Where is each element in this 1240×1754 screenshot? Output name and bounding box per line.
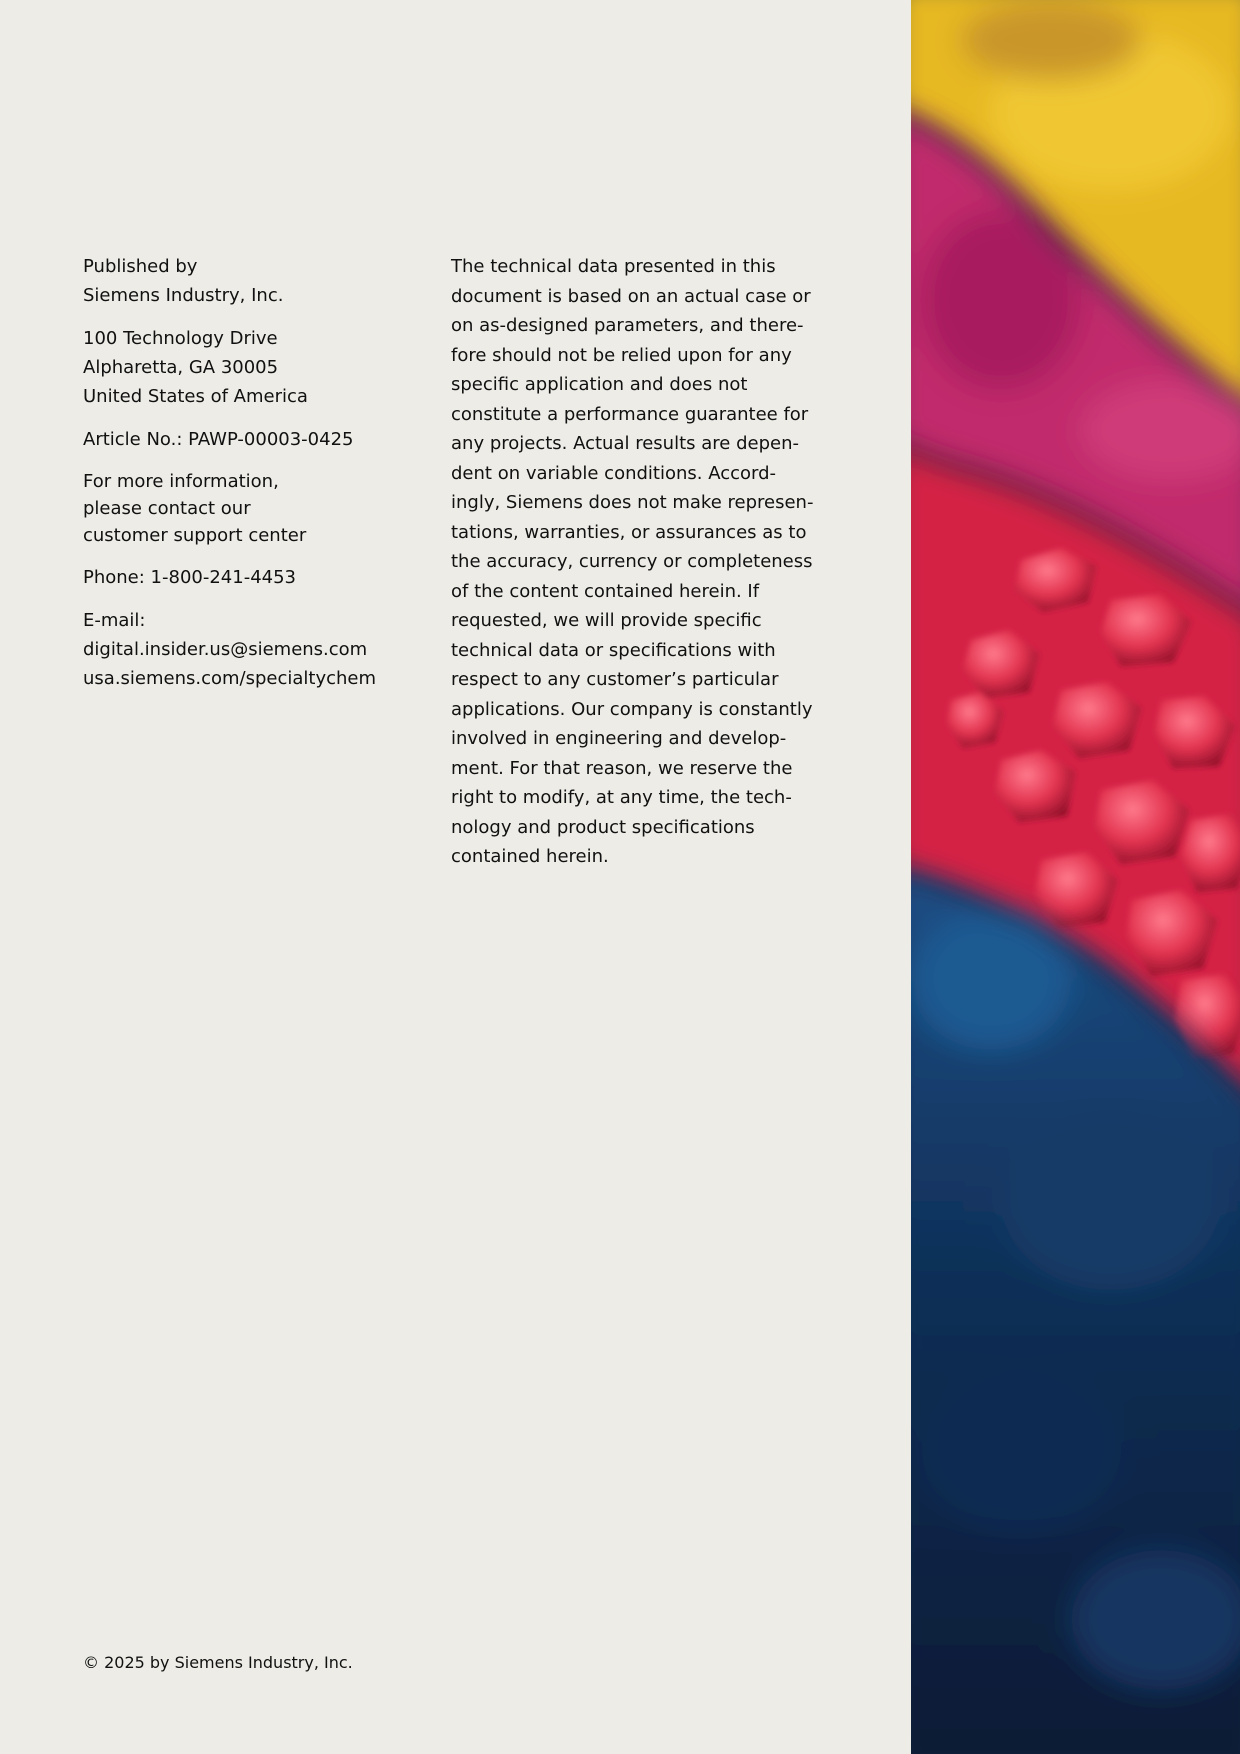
published-by-label: Published by (83, 256, 198, 277)
publisher-info (83, 252, 423, 693)
disclaimer-line: contained herein. (451, 846, 609, 867)
disclaimer-line: ingly, Siemens does not make represen- (451, 492, 814, 513)
contact-line-3: customer support center (83, 525, 307, 546)
disclaimer-line: of the content contained herein. If (451, 580, 760, 602)
company-name: Siemens Industry, Inc. (83, 285, 284, 306)
copyright: © 2025 by Siemens Industry, Inc. (83, 1653, 353, 1672)
pigment-photo (911, 0, 1240, 1754)
address-city: Alpharetta, GA 30005 (83, 357, 279, 378)
disclaimer-line: constitute a performance guarantee for (451, 403, 809, 425)
disclaimer-line: document is based on an actual case or (451, 285, 811, 307)
disclaimer-line: applications. Our company is constantly (451, 698, 813, 720)
disclaimer-line: nology and product specifications (451, 816, 755, 838)
address-street: 100 Technology Drive (83, 328, 278, 349)
contact-line-2: please contact our (83, 498, 251, 519)
disclaimer-line: involved in engineering and develop- (451, 728, 787, 749)
email-link[interactable]: E-mail: digital.insider.us@siemens.com (83, 610, 368, 660)
published-by (83, 252, 423, 310)
disclaimer-line: respect to any customer’s particular (451, 669, 779, 690)
article-number: Article No.: PAWP-00003-0425 (83, 429, 354, 450)
phone: Phone: 1-800-241-4453 (83, 567, 297, 588)
disclaimer-line: specific application and does not (451, 374, 748, 395)
contact-links (83, 606, 423, 693)
disclaimer-line: ment. For that reason, we reserve the (451, 757, 793, 779)
disclaimer-line: the accuracy, currency or completeness (451, 551, 813, 572)
disclaimer-line: any projects. Actual results are depen- (451, 433, 799, 454)
pigment-photo-illustration (911, 0, 1240, 1754)
disclaimer (451, 252, 814, 872)
contact-info (83, 468, 423, 549)
disclaimer-line: on as-designed parameters, and there- (451, 315, 804, 336)
disclaimer-line: technical data or specifications with (451, 639, 776, 661)
disclaimer-line: tations, warranties, or assurances as to (451, 521, 807, 543)
address-country: United States of America (83, 386, 308, 407)
disclaimer-line: The technical data presented in this (451, 256, 776, 277)
disclaimer-line: fore should not be relied upon for any (451, 344, 792, 366)
website-link[interactable]: usa.siemens.com/specialtychem (83, 668, 377, 689)
address (83, 324, 423, 411)
disclaimer-line: dent on variable conditions. Accord- (451, 462, 777, 484)
disclaimer-line: right to modify, at any time, the tech- (451, 787, 792, 808)
contact-line-1: For more information, (83, 471, 279, 492)
disclaimer-line: requested, we will provide specific (451, 610, 762, 631)
